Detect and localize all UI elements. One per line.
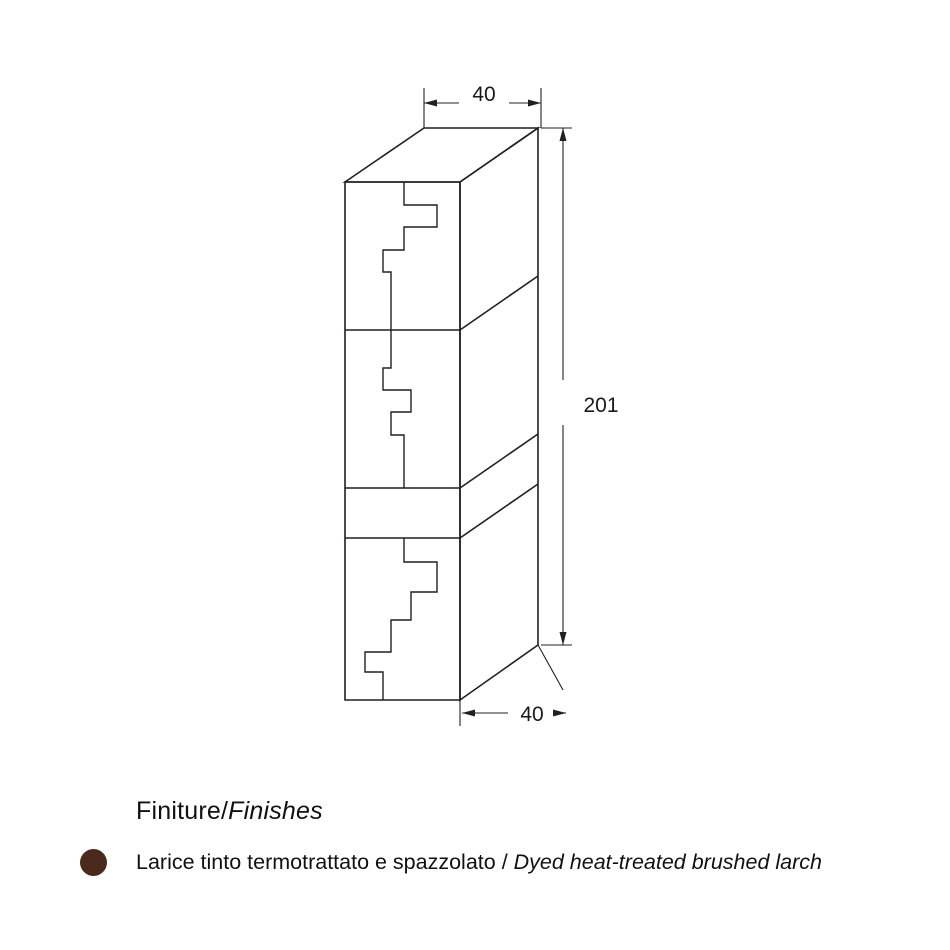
dimension-label-height: 201 bbox=[583, 394, 619, 417]
cabinet-body bbox=[345, 128, 538, 700]
panel-detail-middle bbox=[383, 330, 411, 488]
finish-label-it: Larice tinto termotrattato e spazzolato bbox=[136, 850, 496, 874]
finish-label-en: Dyed heat-treated brushed larch bbox=[513, 850, 822, 874]
finish-label bbox=[136, 850, 822, 875]
finishes-heading-it: Finiture bbox=[136, 797, 221, 825]
finish-list-item bbox=[80, 849, 822, 876]
panel-detail-upper bbox=[383, 182, 437, 330]
finish-color-swatch bbox=[80, 849, 107, 876]
finish-label-separator: / bbox=[495, 850, 514, 874]
panel-detail-lower bbox=[365, 538, 437, 700]
dimension-label-width: 40 bbox=[472, 83, 496, 106]
bottom-dimension-group bbox=[460, 645, 566, 726]
finishes-heading bbox=[136, 797, 323, 826]
dimension-label-depth: 40 bbox=[520, 703, 544, 726]
right-dimension-group bbox=[541, 128, 572, 645]
finishes-heading-en: Finishes bbox=[228, 797, 323, 825]
finishes-heading-separator: / bbox=[220, 797, 229, 825]
